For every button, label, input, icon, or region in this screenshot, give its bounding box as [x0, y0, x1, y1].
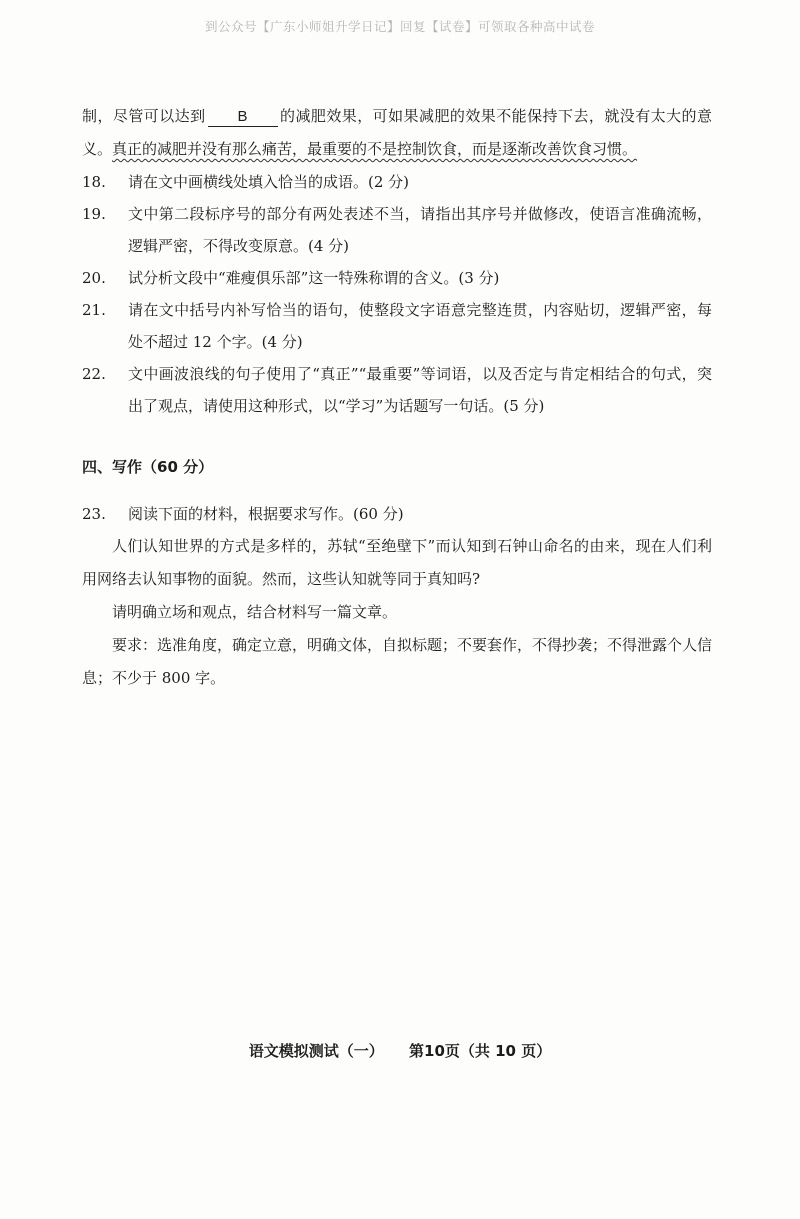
- writing-requirements: 要求：选准角度，确定立意，明确文体，自拟标题；不要套作，不得抄袭；不得泄露个人信息；不少于 800 字。: [82, 636, 713, 687]
- question-text: 文中画波浪线的句子使用了“真正”“最重要”等词语，以及否定与肯定相结合的句式，突出了观点，请使用这种形式，以“学习”为话题写一句话。(5 分): [128, 365, 712, 415]
- question-number: 22.: [82, 365, 106, 383]
- question-22: [82, 358, 712, 422]
- passage-tail: [82, 100, 712, 166]
- watermark-text: 到公众号【广东小师姐升学日记】回复【试卷】可领取各种高中试卷: [204, 19, 595, 34]
- wavy-underlined-sentence: 真正的减肥并没有那么痛苦，最重要的不是控制饮食，而是逐渐改善饮食习惯。: [112, 140, 638, 158]
- question-23: [82, 498, 712, 695]
- question-number: 21.: [82, 301, 106, 319]
- question-number: 23.: [82, 505, 106, 523]
- question-23-prompt: [82, 498, 712, 530]
- question-list: [82, 166, 712, 422]
- question-number: 18.: [82, 173, 106, 191]
- writing-material: 人们认知世界的方式是多样的，苏轼“至绝壁下”而认知到石钟山命名的由来，现在人们利用网络去认知事物的面貌。然而，这些认知就等同于真知吗?: [82, 537, 712, 588]
- footer-exam-name: 语文模拟测试（一）: [248, 1042, 384, 1060]
- question-number: 20.: [82, 269, 106, 287]
- footer-page-info: 第10页（共 10 页）: [409, 1042, 552, 1060]
- question-19: [82, 198, 712, 262]
- question-text: 阅读下面的材料，根据要求写作。(60 分): [128, 505, 404, 523]
- question-text: 请在文中括号内补写恰当的语句，使整段文字语意完整连贯，内容贴切，逻辑严密，每处不超过 12 个字。(4 分): [128, 301, 712, 351]
- passage-before-blank: 制，尽管可以达到: [82, 107, 206, 125]
- question-21: [82, 294, 712, 358]
- question-text: 文中第二段标序号的部分有两处表述不当，请指出其序号并做修改，使语言准确流畅，逻辑严密，不得改变原意。(4 分): [128, 205, 712, 255]
- passage-after-blank: 的减肥效果，可如果减肥的效果不能保持下去，就没有太大的意义。: [82, 107, 712, 158]
- question-20: [82, 262, 712, 294]
- question-18: [82, 166, 712, 198]
- writing-instruction: 请明确立场和观点，结合材料写一篇文章。: [112, 603, 398, 621]
- page-footer: [0, 1040, 800, 1061]
- section-title-writing: 四、写作（60 分）: [82, 458, 214, 476]
- blank-b: B: [208, 108, 278, 127]
- exam-page: [82, 100, 713, 687]
- question-number: 19.: [82, 205, 106, 223]
- question-text: 试分析文段中“难瘦俱乐部”这一特殊称谓的含义。(3 分): [128, 269, 500, 287]
- question-text: 请在文中画横线处填入恰当的成语。(2 分): [128, 173, 410, 191]
